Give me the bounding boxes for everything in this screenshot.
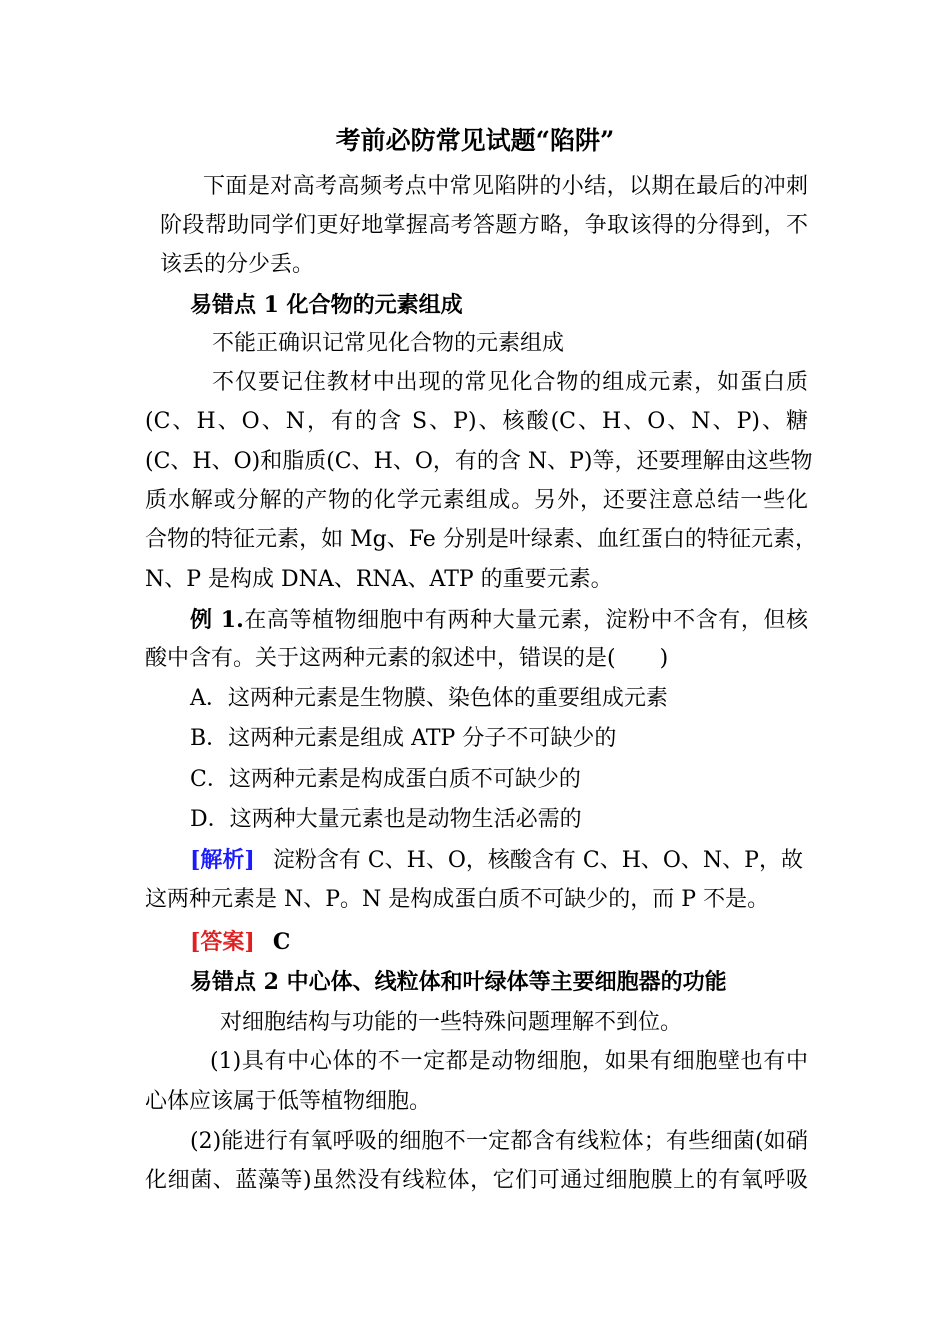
- intro-line-2: 阶段帮助同学们更好地掌握高考答题方略，争取该得的分得到，不: [160, 213, 808, 238]
- point1-body-line: (C、H、O)和脂质(C、H、O，有的含 N、P)等，还要理解由这些物: [145, 449, 813, 474]
- point1-body-line: 合物的特征元素，如 Mg、Fe 分别是叶绿素、血红蛋白的特征元素，: [145, 527, 817, 552]
- example-label: 例 1.: [190, 607, 244, 633]
- analysis-label: [解析]: [190, 847, 255, 873]
- example1-stem-line-1: [190, 605, 808, 636]
- answer-label: [答案]: [190, 929, 255, 955]
- point1-body-line: 不仅要记住教材中出现的常见化合物的组成元素，如蛋白质: [212, 370, 808, 395]
- answer-value: C: [272, 929, 291, 955]
- point2-heading: 易错点 2 中心体、线粒体和叶绿体等主要细胞器的功能: [190, 969, 727, 995]
- point1-body-line: 质水解或分解的产物的化学元素组成。另外，还要注意总结一些化: [145, 488, 808, 513]
- intro-line-1: 下面是对高考高频考点中常见陷阱的小结，以期在最后的冲刺: [203, 174, 808, 199]
- analysis-text: 淀粉含有 C、H、O，核酸含有 C、H、O、N、P，故: [272, 848, 803, 873]
- point2-item-line: 心体应该属于低等植物细胞。: [145, 1089, 432, 1114]
- point1-heading: 易错点 1 化合物的元素组成: [190, 292, 463, 318]
- example-stem-text: 在高等植物细胞中有两种大量元素，淀粉中不含有，但核: [243, 608, 808, 633]
- point2-item-line: 化细菌、蓝藻等)虽然没有线粒体，它们可通过细胞膜上的有氧呼吸: [145, 1168, 808, 1193]
- option-a: A．这两种元素是生物膜、染色体的重要组成元素: [190, 686, 668, 711]
- point1-subtitle: 不能正确识记常见化合物的元素组成: [212, 331, 565, 356]
- intro-line-3: 该丢的分少丢。: [160, 252, 315, 277]
- point1-body-line: N、P 是构成 DNA、RNA、ATP 的重要元素。: [145, 567, 613, 592]
- point2-subtitle: 对细胞结构与功能的一些特殊问题理解不到位。: [220, 1010, 683, 1035]
- option-d: D．这两种大量元素也是动物生活必需的: [190, 807, 582, 832]
- page-title: 考前必防常见试题“陷阱”: [335, 126, 615, 155]
- answer-line: [190, 927, 855, 958]
- analysis-line-2: 这两种元素是 N、P。N 是构成蛋白质不可缺少的，而 P 不是。: [145, 887, 770, 912]
- option-c: C．这两种元素是构成蛋白质不可缺少的: [190, 767, 581, 792]
- analysis-line-1: [190, 845, 808, 876]
- example1-stem-line-2: 酸中含有。关于这两种元素的叙述中，错误的是( ): [145, 646, 669, 671]
- option-b: B．这两种元素是组成 ATP 分子不可缺少的: [190, 726, 617, 751]
- point2-item-line: (1)具有中心体的不一定都是动物细胞，如果有细胞壁也有中: [210, 1049, 808, 1074]
- point1-body-line: (C、H、O、N，有的含 S、P)、核酸(C、H、O、N、P)、糖: [145, 409, 808, 434]
- point2-item-line: (2)能进行有氧呼吸的细胞不一定都含有线粒体；有些细菌(如硝: [190, 1129, 808, 1154]
